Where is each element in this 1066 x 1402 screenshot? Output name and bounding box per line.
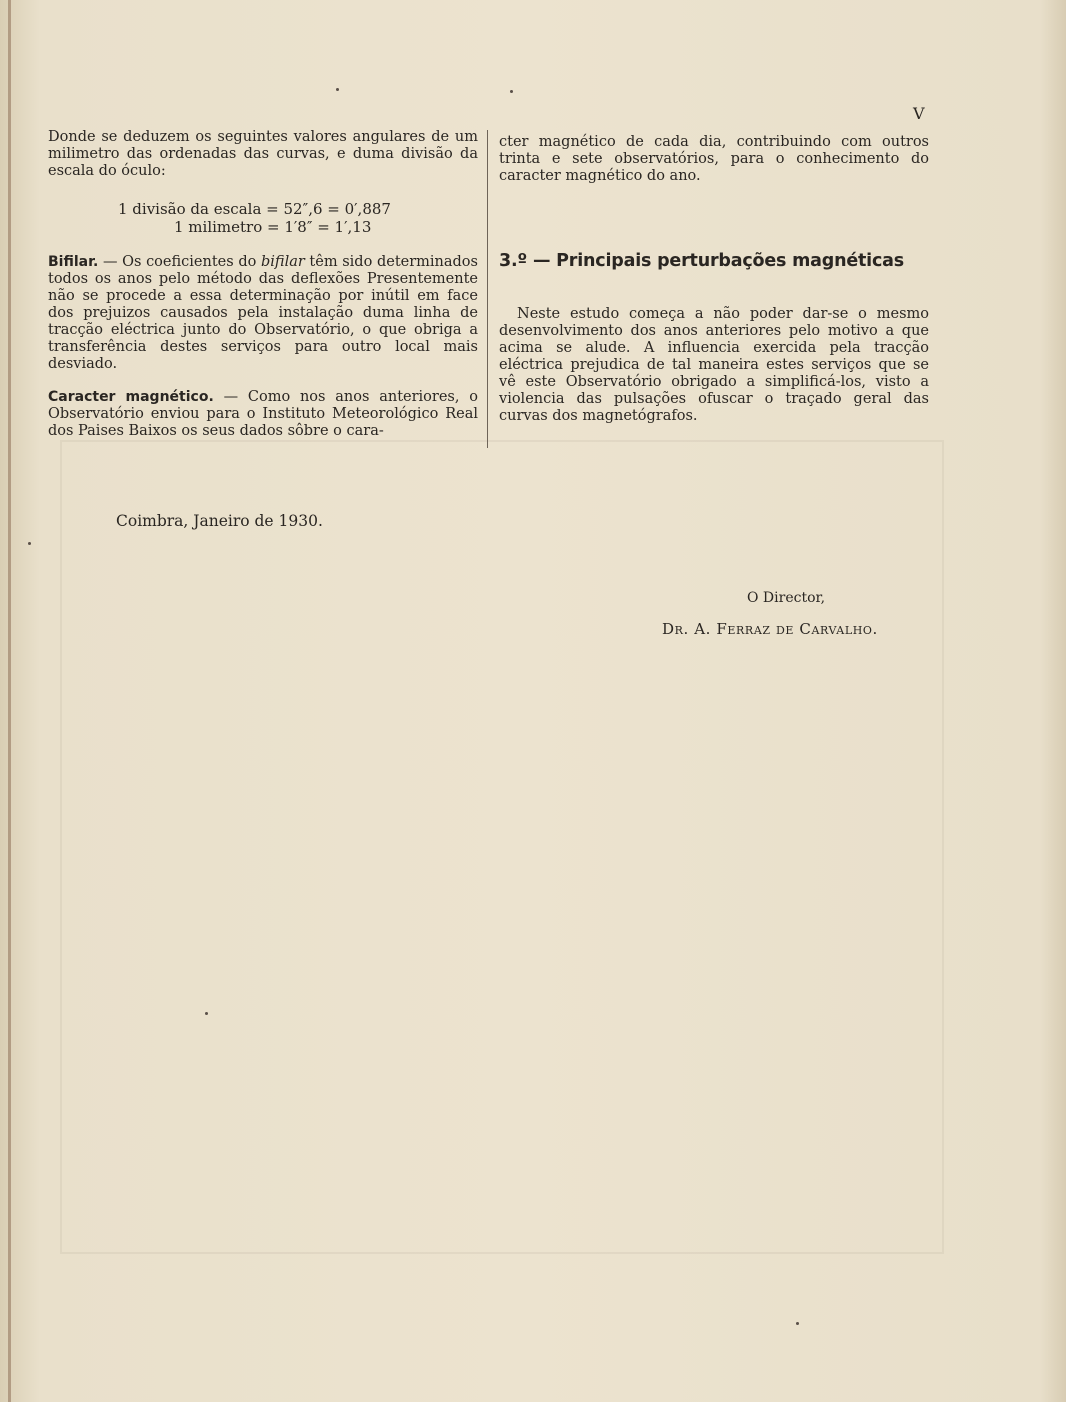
place-date: Coimbra, Janeiro de 1930. — [116, 512, 323, 530]
speck-mark — [205, 1012, 208, 1015]
caracter-paragraph — [48, 389, 478, 440]
director-label: O Director, — [747, 590, 826, 606]
section-title: 3.º — Principais perturbações magnéticas — [499, 251, 904, 271]
formula-line-2: 1 milimetro = 1′8″ = 1′,13 — [174, 218, 372, 236]
formula-block — [48, 200, 478, 236]
bifilar-italic: bifilar — [260, 254, 305, 270]
column-divider — [487, 130, 488, 448]
page-number: V — [913, 104, 925, 123]
speck-mark — [336, 88, 339, 91]
left-column — [48, 129, 478, 440]
formula-line-1: 1 divisão da escala = 52″,6 = 0′,887 — [118, 200, 391, 218]
speck-mark — [28, 542, 31, 545]
caracter-text: — Como nos anos anteriores, o Observatório enviou para o Instituto Meteorológico Real dos Paises Baixos os seus dados sôbre o cara- — [48, 389, 478, 439]
binding-edge — [8, 0, 11, 1402]
intro-paragraph: Donde se deduzem os seguintes valores angulares de um milimetro das ordenadas das curvas, e duma divisão da escala do óculo: — [48, 129, 478, 179]
right-column — [499, 134, 929, 425]
bifilar-heading: Bifilar. — [48, 254, 99, 270]
bleed-through-table — [60, 440, 944, 1254]
bifilar-text-2: têm sido determinados todos os anos pelo método das deflexões Presentemente não se procede a essa determinação por inútil em face dos prejuizos causados pela instalação duma linha de tracção eléctrica junto do Observatório, o que obriga a transferência destes serviços para outro local mais desviado. — [48, 254, 478, 372]
bifilar-paragraph — [48, 254, 478, 373]
continuation-paragraph: cter magnético de cada dia, contribuindo com outros trinta e sete observatórios, para o conhecimento do caracter magnético do ano. — [499, 134, 929, 184]
speck-mark — [510, 90, 513, 93]
section-paragraph: Neste estudo começa a não poder dar-se o mesmo desenvolvimento dos anos anteriores pelo motivo a que acima se alude. A influencia exercida pela tracção eléctrica prejudica de tal maneira estes serviços que se vê este Observatório obrigado a simplificá-los, visto a violencia das pulsações ofuscar o traçado geral das curvas dos magnetógrafos. — [499, 306, 929, 424]
bifilar-text-1: — Os coeficientes do — [98, 254, 261, 270]
caracter-heading: Caracter magnético. — [48, 389, 214, 405]
signature: Dr. A. Ferraz de Carvalho. — [662, 620, 878, 638]
speck-mark — [796, 1322, 799, 1325]
